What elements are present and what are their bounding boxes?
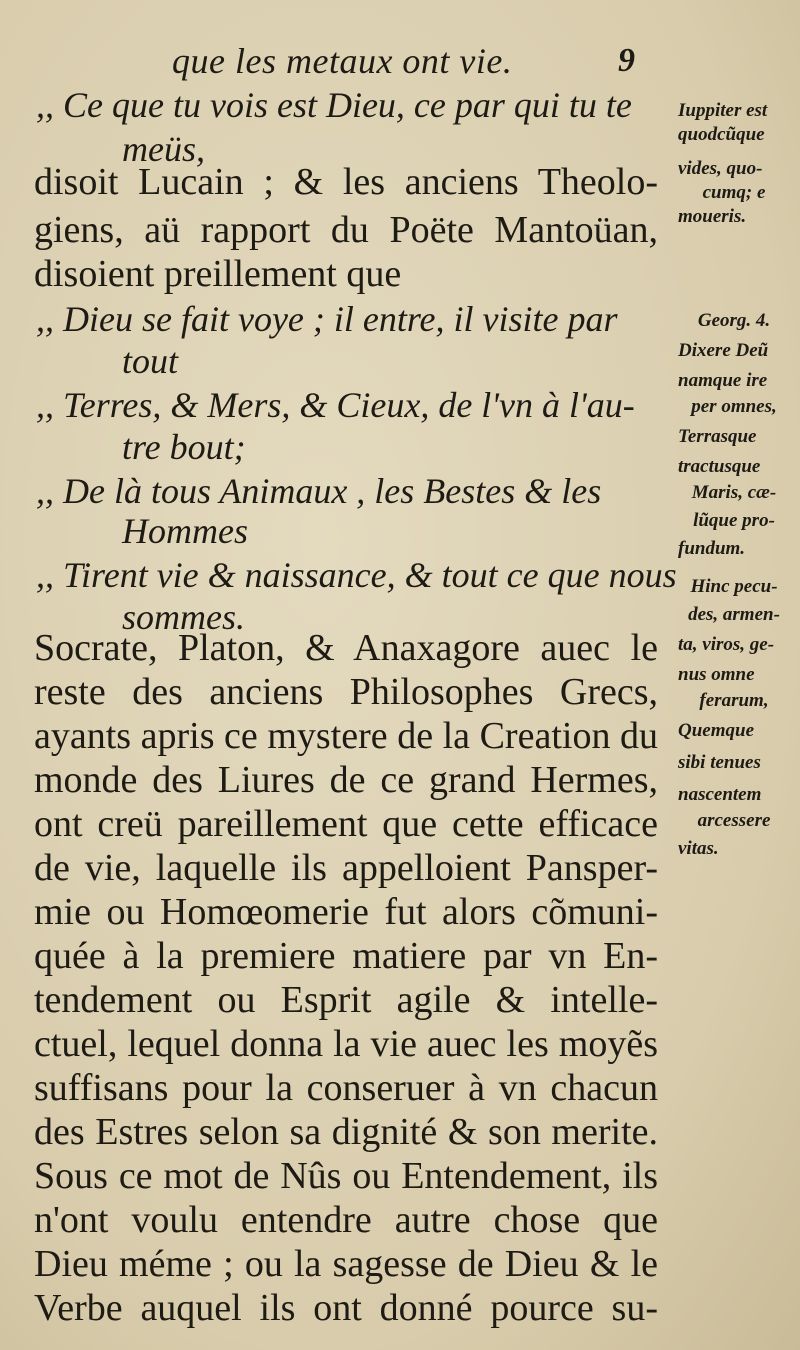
text-line: disoient preillement que xyxy=(34,253,402,295)
text-line: reste des anciens Philosophes Grecs, xyxy=(34,671,658,713)
text-line: sommes. xyxy=(122,597,245,637)
margin-note: tractusque xyxy=(678,456,761,477)
margin-note: cumq; e xyxy=(702,182,766,203)
margin-note: Hinc pecu- xyxy=(690,576,778,597)
margin-note: Maris, cæ- xyxy=(691,482,777,503)
margin-note: Quemque xyxy=(678,720,754,741)
page-number: 9 xyxy=(618,42,635,79)
text-line: ,, Tirent vie & naissance, & tout ce que nous xyxy=(36,555,677,595)
text-line: tendement ou Esprit agile & intelle- xyxy=(34,979,658,1021)
text-line: n'ont voulu entendre autre chose que xyxy=(34,1199,658,1241)
margin-note: des, armen- xyxy=(688,604,780,625)
text-line: ,, Ce que tu vois est Dieu, ce par qui tu te xyxy=(36,85,632,125)
margin-note: ta, viros, ge- xyxy=(678,634,775,655)
text-line: ont creü pareillement que cette efficace xyxy=(34,803,658,845)
text-line: Hommes xyxy=(122,511,248,551)
text-line: Verbe auquel ils ont donné pource su- xyxy=(34,1287,658,1329)
text-line: tout xyxy=(122,341,179,381)
text-line: suffisans pour la conseruer à vn chacun xyxy=(34,1067,658,1109)
text-line: Dieu méme ; ou la sagesse de Dieu & le xyxy=(34,1243,658,1285)
margin-note: fundum. xyxy=(678,538,746,559)
margin-note: namque ire xyxy=(678,370,768,391)
text-line: tre bout; xyxy=(122,427,246,467)
margin-note: Dixere Deũ xyxy=(678,340,769,361)
margin-note: Georg. 4. xyxy=(697,310,771,331)
text-line: ,, Terres, & Mers, & Cieux, de l'vn à l'au- xyxy=(36,385,635,425)
margin-note: nascentem xyxy=(678,784,762,805)
text-line: Socrate, Platon, & Anaxagore auec le xyxy=(34,627,658,669)
text-line: quée à la premiere matiere par vn En- xyxy=(34,935,658,977)
margin-note: ferarum, xyxy=(699,690,769,711)
margin-note: nus omne xyxy=(678,664,755,685)
margin-note: Terrasque xyxy=(678,426,757,447)
text-line: disoit Lucain ; & les anciens Theolo- xyxy=(34,161,658,203)
margin-note: sibi tenues xyxy=(678,752,761,773)
margin-note: moueris. xyxy=(678,206,747,227)
text-line: ctuel, lequel donna la vie auec les moyẽs xyxy=(34,1023,658,1065)
text-line: giens, aü rapport du Poëte Mantoüan, xyxy=(34,209,658,251)
margin-note: arcessere xyxy=(697,810,771,831)
margin-note: vitas. xyxy=(678,838,719,859)
text-line: ,, Dieu se fait voye ; il entre, il visite par xyxy=(36,299,618,339)
margin-note: per omnes, xyxy=(691,396,777,417)
running-title: que les metaux ont vie. xyxy=(172,41,513,81)
text-line: ayants apris ce mystere de la Creation du xyxy=(34,715,658,757)
margin-note: lũque pro- xyxy=(693,510,775,531)
text-line: des Estres selon sa dignité & son merite. xyxy=(34,1111,658,1153)
text-line: de vie, laquelle ils appelloient Pansper- xyxy=(34,847,658,889)
margin-note: quodcũque xyxy=(678,124,765,145)
text-line: ,, De là tous Animaux , les Bestes & les xyxy=(36,471,602,511)
margin-note: Iuppiter est xyxy=(678,100,768,121)
text-line: monde des Liures de ce grand Hermes, xyxy=(34,759,658,801)
margin-note: vides, quo- xyxy=(678,158,763,179)
text-line: meüs, xyxy=(122,129,205,169)
text-line: mie ou Homœomerie fut alors cõmuni- xyxy=(34,891,658,933)
text-line: Sous ce mot de Nûs ou Entendement, ils xyxy=(34,1155,658,1197)
